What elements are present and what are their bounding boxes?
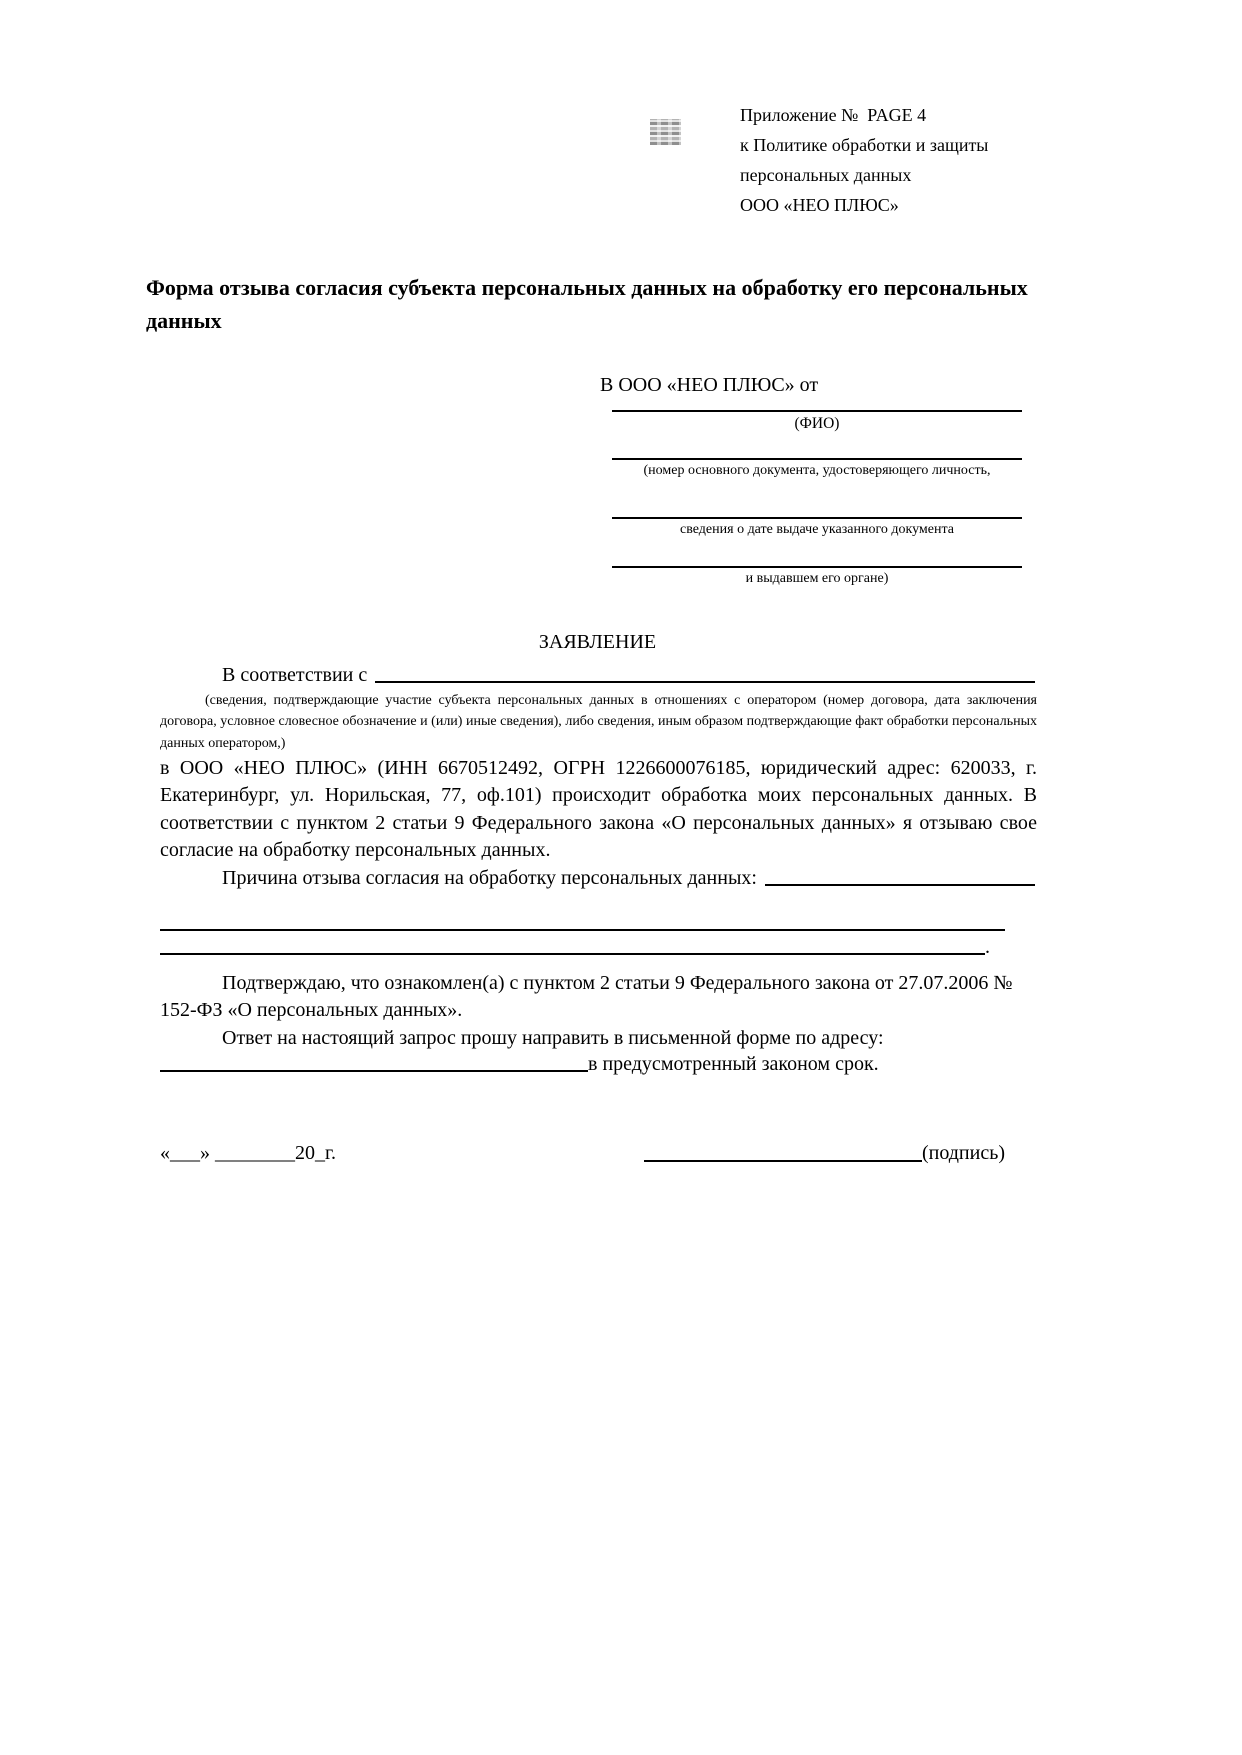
issuing-authority-caption: и выдавшем его органе) [745, 571, 889, 586]
issue-date-caption: сведения о дате выдаче указанного документа [680, 522, 954, 537]
issue-date-field-line [612, 517, 1022, 519]
blank-line-1 [160, 929, 1005, 931]
document-number-caption: (номер основного документа, удостоверяющего личность, [643, 463, 991, 478]
appendix-header-line: персональных данных [740, 165, 912, 185]
footnote-text: (сведения, подтверждающие участие субъекта персональных данных в отношениях с оператором (номер договора, дата заключения договора, условное словесное обозначение и (или) иные сведения), либо сведения, иным образом подтверждающие факт обработки персональных данных оператором,) [160, 693, 1037, 751]
reason-row [160, 864, 1035, 890]
appendix-header [740, 100, 1070, 220]
reply-request-text: Ответ на настоящий запрос прошу направить в письменной форме по адресу: [222, 1027, 884, 1049]
signature-line [644, 1160, 922, 1162]
appendix-header-line: к Политике обработки и защиты [740, 135, 989, 155]
confirmation-text: Подтверждаю, что ознакомлен(а) с пунктом 2 статьи 9 Федерального закона от 27.07.2006 № 152-ФЗ «О персональных данных». [160, 972, 1013, 1022]
blank-line-2-row [160, 933, 1035, 959]
reply-address-row [160, 1050, 1035, 1076]
date-signature-row [160, 1140, 1005, 1166]
issuing-authority-field-line [612, 566, 1022, 568]
signature-group [644, 1140, 1005, 1166]
fio-caption: (ФИО) [794, 415, 840, 432]
reason-prefix: Причина отзыва согласия на обработку персональных данных: [222, 867, 757, 889]
blank-line-terminator: . [985, 936, 990, 958]
intro-blank-line [375, 681, 1035, 683]
form-title: Форма отзыва согласия субъекта персональных данных на обработку его персональных данных [146, 275, 1028, 333]
intro-row [160, 661, 1035, 687]
reply-suffix: в предусмотренный законом срок. [588, 1053, 879, 1075]
blank-line-2 [160, 953, 985, 955]
intro-prefix: В соответствии с [222, 664, 368, 686]
appendix-header-line: ООО «НЕО ПЛЮС» [740, 195, 899, 215]
signature-caption: (подпись) [921, 1142, 1005, 1164]
statement-heading: ЗАЯВЛЕНИЕ [538, 631, 657, 653]
reply-address-blank-line [160, 1070, 588, 1072]
statement-body: в ООО «НЕО ПЛЮС» (ИНН 6670512492, ОГРН 1226600076185, юридический адрес: 620033, г. Екатеринбург, ул. Норильская, 77, оф.101) происходит обработка моих персональных данных. В соответствии с пунктом 2 статьи 9 Федерального закона «О персональных данных» я отзываю свое согласие на обработку персональных данных. [160, 757, 1037, 862]
appendix-header-line: Приложение № PAGE 4 [740, 105, 927, 125]
date-line: «___» ________20_г. [160, 1142, 336, 1164]
pixelated-image-artifact [650, 119, 681, 145]
reason-blank-line [765, 884, 1035, 886]
fio-field-line [612, 410, 1022, 412]
document-number-field-line [612, 458, 1022, 460]
addressee-line: В ООО «НЕО ПЛЮС» от [600, 374, 819, 396]
